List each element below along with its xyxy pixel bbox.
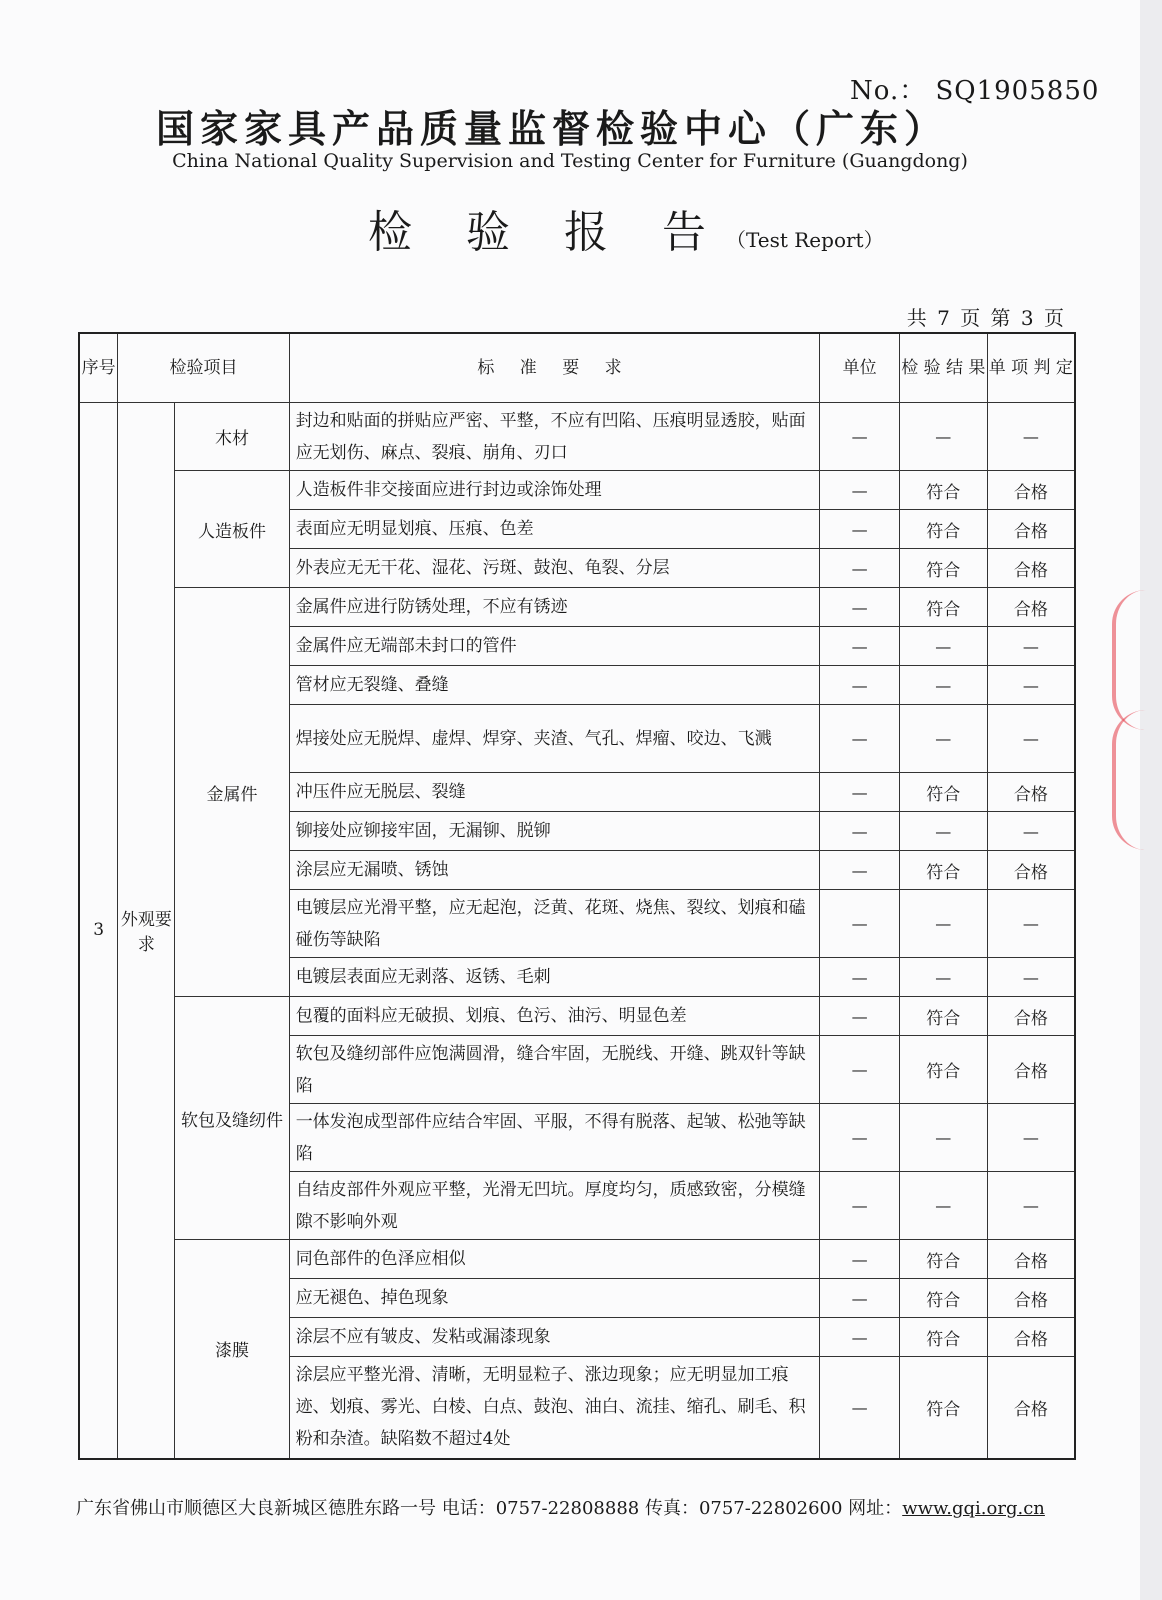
requirement-cell: 外表应无无干花、湿花、污斑、鼓泡、龟裂、分层	[289, 549, 820, 588]
header-judgement: 单 项 判 定	[987, 333, 1075, 403]
judgement-cell: —	[987, 403, 1075, 471]
group-cell: 软包及缝纫件	[175, 997, 289, 1240]
requirement-cell: 封边和贴面的拼贴应严密、平整，不应有凹陷、压痕明显透胶，贴面应无划伤、麻点、裂痕、崩角、刃口	[289, 403, 820, 471]
requirement-cell: 管材应无裂缝、叠缝	[289, 666, 820, 705]
unit-cell: —	[820, 1104, 900, 1172]
result-cell: —	[899, 958, 987, 997]
unit-cell: —	[820, 471, 900, 510]
requirement-cell: 一体发泡成型部件应结合牢固、平服，不得有脱落、起皱、松弛等缺陷	[289, 1104, 820, 1172]
requirement-cell: 涂层应平整光滑、清晰，无明显粒子、涨边现象；应无明显加工痕迹、划痕、雾光、白棱、白点、鼓泡、油白、流挂、缩孔、刷毛、积粉和杂渣。缺陷数不超过4处	[289, 1357, 820, 1459]
group-cell: 金属件	[175, 588, 289, 997]
report-number: No.： SQ1905850	[850, 76, 1100, 106]
unit-cell: —	[820, 403, 900, 471]
table-header-row	[79, 333, 1075, 403]
requirement-cell: 铆接处应铆接牢固，无漏铆、脱铆	[289, 812, 820, 851]
result-cell: 符合	[899, 1240, 987, 1279]
organization-name-cn: 国家家具产品质量监督检验中心（广东）	[156, 106, 949, 151]
unit-cell: —	[820, 773, 900, 812]
unit-cell: —	[820, 510, 900, 549]
header-item: 检验项目	[118, 333, 289, 403]
report-title	[368, 196, 884, 260]
page-indicator: 共 7 页 第 3 页	[906, 306, 1066, 330]
judgement-cell: 合格	[987, 1036, 1075, 1104]
unit-cell: —	[820, 1318, 900, 1357]
table-row	[79, 1240, 1075, 1279]
requirement-cell: 表面应无明显划痕、压痕、色差	[289, 510, 820, 549]
judgement-cell: 合格	[987, 510, 1075, 549]
requirement-cell: 电镀层应光滑平整，应无起泡，泛黄、花斑、烧焦、裂纹、划痕和磕碰伤等缺陷	[289, 890, 820, 958]
result-cell: —	[899, 627, 987, 666]
header-result: 检 验 结 果	[899, 333, 987, 403]
result-cell: 符合	[899, 1279, 987, 1318]
judgement-cell: 合格	[987, 1279, 1075, 1318]
requirement-cell: 电镀层表面应无剥落、返锈、毛刺	[289, 958, 820, 997]
requirement-cell: 软包及缝纫部件应饱满圆滑，缝合牢固，无脱线、开缝、跳双针等缺陷	[289, 1036, 820, 1104]
group-cell: 人造板件	[175, 471, 289, 588]
unit-cell: —	[820, 666, 900, 705]
requirement-cell: 涂层不应有皱皮、发粘或漏漆现象	[289, 1318, 820, 1357]
unit-cell: —	[820, 1279, 900, 1318]
result-cell: 符合	[899, 773, 987, 812]
result-cell: 符合	[899, 1318, 987, 1357]
table-row	[79, 403, 1075, 471]
unit-cell: —	[820, 627, 900, 666]
result-cell: —	[899, 1172, 987, 1240]
judgement-cell: 合格	[987, 1318, 1075, 1357]
unit-cell: —	[820, 549, 900, 588]
judgement-cell: 合格	[987, 471, 1075, 510]
result-cell: 符合	[899, 471, 987, 510]
requirement-cell: 金属件应进行防锈处理，不应有锈迹	[289, 588, 820, 627]
unit-cell: —	[820, 890, 900, 958]
header-unit: 单位	[820, 333, 900, 403]
report-title-cn: 检 验 报 告	[368, 207, 726, 258]
requirement-cell: 焊接处应无脱焊、虚焊、焊穿、夹渣、气孔、焊瘤、咬边、飞溅	[289, 705, 820, 773]
requirement-cell: 应无褪色、掉色现象	[289, 1279, 820, 1318]
footer-address: 广东省佛山市顺德区大良新城区德胜东路一号 电话：0757-22808888 传真：0757-22802600 网址：	[76, 1498, 903, 1519]
table-row	[79, 997, 1075, 1036]
judgement-cell: —	[987, 1172, 1075, 1240]
judgement-cell: 合格	[987, 1240, 1075, 1279]
unit-cell: —	[820, 1240, 900, 1279]
result-cell: —	[899, 403, 987, 471]
unit-cell: —	[820, 1172, 900, 1240]
result-cell: —	[899, 666, 987, 705]
table-row	[79, 588, 1075, 627]
unit-cell: —	[820, 812, 900, 851]
result-cell: 符合	[899, 1036, 987, 1104]
unit-cell: —	[820, 1036, 900, 1104]
table-row	[79, 471, 1075, 510]
header-requirement: 标 准 要 求	[289, 333, 820, 403]
requirement-cell: 包覆的面料应无破损、划痕、色污、油污、明显色差	[289, 997, 820, 1036]
red-seal-fragment-icon	[1112, 710, 1146, 850]
result-cell: 符合	[899, 510, 987, 549]
footer-contact	[76, 1494, 1045, 1520]
judgement-cell: —	[987, 666, 1075, 705]
judgement-cell: —	[987, 812, 1075, 851]
requirement-cell: 涂层应无漏喷、锈蚀	[289, 851, 820, 890]
requirement-cell: 同色部件的色泽应相似	[289, 1240, 820, 1279]
unit-cell: —	[820, 1357, 900, 1459]
unit-cell: —	[820, 958, 900, 997]
footer-website-link[interactable]: www.gqi.org.cn	[902, 1498, 1045, 1519]
judgement-cell: 合格	[987, 549, 1075, 588]
judgement-cell: 合格	[987, 997, 1075, 1036]
judgement-cell: 合格	[987, 773, 1075, 812]
unit-cell: —	[820, 705, 900, 773]
group-cell: 木材	[175, 403, 289, 471]
requirement-cell: 金属件应无端部未封口的管件	[289, 627, 820, 666]
judgement-cell: —	[987, 890, 1075, 958]
requirement-cell: 人造板件非交接面应进行封边或涂饰处理	[289, 471, 820, 510]
organization-name-en: China National Quality Supervision and Testing Center for Furniture (Guangdong)	[172, 150, 968, 172]
unit-cell: —	[820, 997, 900, 1036]
header-seq: 序号	[79, 333, 118, 403]
result-cell: 符合	[899, 549, 987, 588]
judgement-cell: —	[987, 958, 1075, 997]
result-cell: 符合	[899, 588, 987, 627]
judgement-cell: —	[987, 627, 1075, 666]
report-title-en: （Test Report）	[725, 228, 884, 252]
category-cell: 外观要求	[118, 403, 175, 1459]
result-cell: —	[899, 890, 987, 958]
result-cell: —	[899, 812, 987, 851]
group-cell: 漆膜	[175, 1240, 289, 1459]
red-seal-fragment-icon	[1112, 590, 1146, 730]
result-cell: 符合	[899, 851, 987, 890]
judgement-cell: 合格	[987, 1357, 1075, 1459]
result-cell: —	[899, 1104, 987, 1172]
judgement-cell: 合格	[987, 851, 1075, 890]
unit-cell: —	[820, 588, 900, 627]
inspection-table	[78, 332, 1076, 1460]
judgement-cell: —	[987, 705, 1075, 773]
judgement-cell: —	[987, 1104, 1075, 1172]
requirement-cell: 冲压件应无脱层、裂缝	[289, 773, 820, 812]
requirement-cell: 自结皮部件外观应平整，光滑无凹坑。厚度均匀，质感致密，分模缝隙不影响外观	[289, 1172, 820, 1240]
result-cell: —	[899, 705, 987, 773]
result-cell: 符合	[899, 997, 987, 1036]
result-cell: 符合	[899, 1357, 987, 1459]
unit-cell: —	[820, 851, 900, 890]
seq-cell: 3	[79, 403, 118, 1459]
judgement-cell: 合格	[987, 588, 1075, 627]
